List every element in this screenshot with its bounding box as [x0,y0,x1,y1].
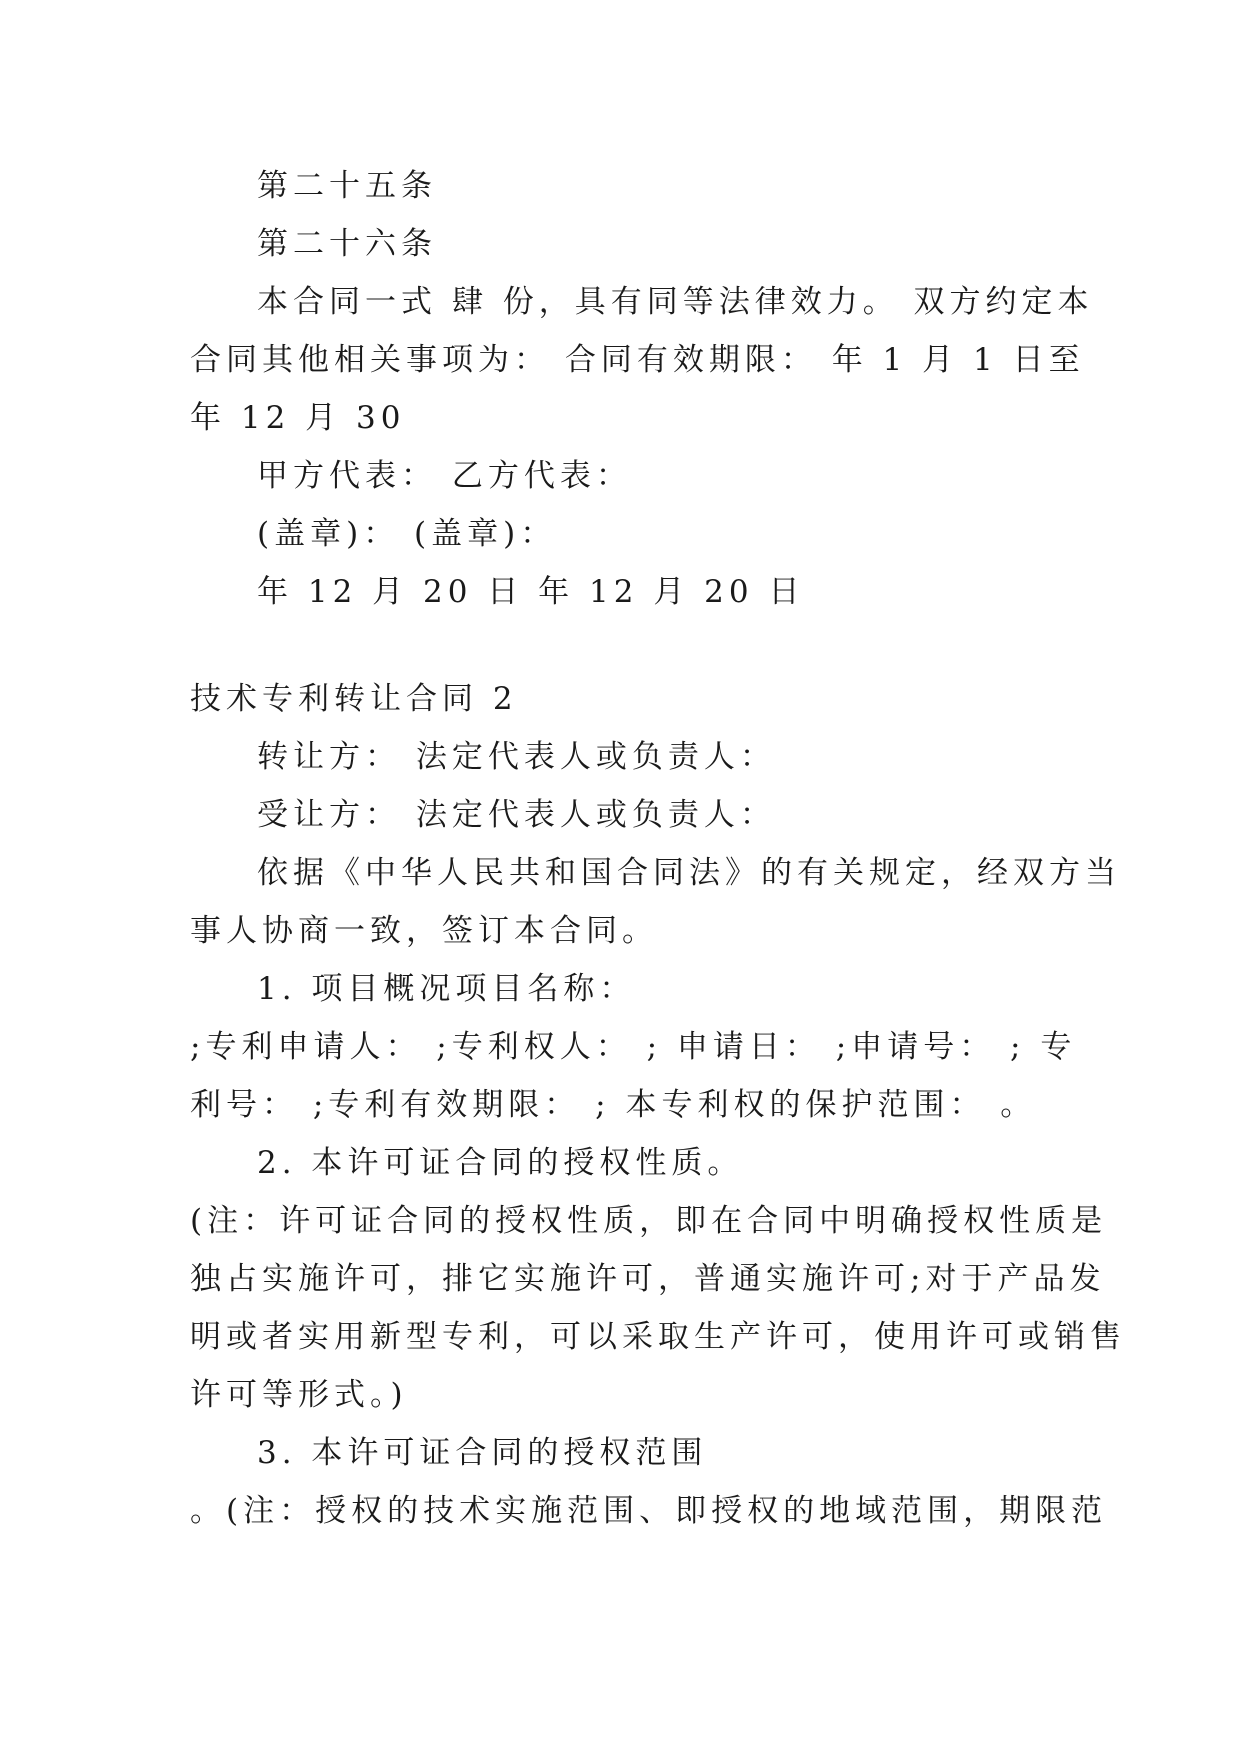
section-1-line-1: ;专利申请人： ;专利权人： ; 申请日： ;申请号： ; 专 [190,1029,1077,1065]
preamble-line-2: 事人协商一致，签订本合同。 [190,913,658,949]
section-2-note-line-3: 明或者实用新型专利，可以采取生产许可，使用许可或销售 [190,1319,1126,1355]
section-3-note-line-1: 。(注：授权的技术实施范围、即授权的地域范围，期限范 [190,1493,1108,1529]
section-2-note-line-4: 许可等形式。) [190,1377,408,1413]
signing-date-line: 年 12 月 20 日 年 12 月 20 日 [257,574,805,610]
section-1-heading: 1. 项目概况项目名称： [257,971,636,1007]
copies-clause-line-3: 年 12 月 30 [190,400,406,436]
seal-line: (盖章)： (盖章)： [257,516,557,552]
section-3-heading: 3. 本许可证合同的授权范围 [257,1435,708,1471]
article-25-heading: 第二十五条 [257,168,437,204]
section-1-line-2: 利号： ;专利有效期限： ; 本专利权的保护范围： 。 [190,1087,1037,1123]
contract-2-title: 技术专利转让合同 2 [190,681,518,717]
section-2-note-line-1: (注：许可证合同的授权性质，即在合同中明确授权性质是 [190,1203,1108,1239]
article-26-heading: 第二十六条 [257,226,437,262]
representatives-line: 甲方代表： 乙方代表： [257,458,632,494]
copies-clause-line-1: 本合同一式 肆 份，具有同等法律效力。 双方约定本 [257,284,1094,320]
transferee-line: 受让方： 法定代表人或负责人： [257,797,776,833]
preamble-line-1: 依据《中华人民共和国合同法》的有关规定，经双方当 [257,855,1121,891]
transferor-line: 转让方： 法定代表人或负责人： [257,739,776,775]
section-2-note-line-2: 独占实施许可，排它实施许可，普通实施许可;对于产品发 [190,1261,1106,1297]
section-2-heading: 2. 本许可证合同的授权性质。 [257,1145,744,1181]
copies-clause-line-2: 合同其他相关事项为： 合同有效期限： 年 1 月 1 日至 [190,342,1085,378]
